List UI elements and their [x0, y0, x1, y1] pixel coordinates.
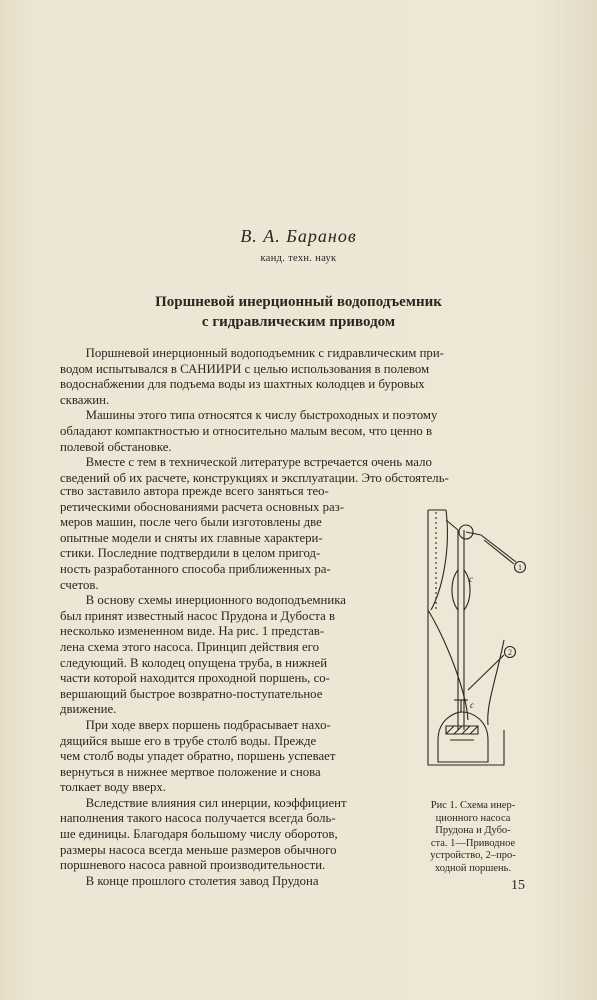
text-line: лена схема этого насоса. Принцип действия его [60, 639, 320, 654]
caption-line: ста. 1—Приводное [430, 837, 516, 849]
caption-line: Прудона и Дубо- [435, 825, 511, 837]
text-line: полевой обстановке. [60, 439, 172, 454]
caption-line: устройство, 2–про- [430, 850, 516, 862]
figure-marker-2: 2 [508, 648, 512, 657]
text-line: счетов. [60, 577, 99, 592]
text-line: ство заставило автора прежде всего заняться тео- [60, 484, 329, 498]
text-line: движение. [60, 702, 117, 717]
title-line-1: Поршневой инерционный водоподъемник [155, 294, 442, 310]
text-line: Вследствие влияния сил инерции, коэффициент [85, 795, 347, 810]
text-line: был принят известный насос Прудона и Дубоста в [60, 608, 336, 623]
text-line: размеры насоса всегда меньше размеров обычного [60, 842, 337, 857]
text-line: Машины этого типа относятся к числу быстроходных и поэтому [85, 408, 438, 423]
text-line: ше единицы. Благодаря большому числу оборотов, [60, 827, 338, 842]
text-line: В основу схемы инерционного водоподъемника [85, 593, 346, 608]
text-line: скважин. [60, 392, 110, 407]
text-line: Поршневой инерционный водоподъемник с гидравлическим при- [85, 346, 444, 360]
figure-caption [414, 800, 532, 876]
text-line: ретическими обоснованиями расчета основных раз- [60, 499, 345, 514]
text-line: вершающий быстрое возвратно-поступательное [60, 686, 323, 701]
text-line: чем столб воды упадет обратно, поршень успевает [60, 749, 336, 764]
caption-line: Рис 1. Схема инер- [430, 800, 516, 811]
text-line: ность разработанного способа приближенных ра- [60, 561, 331, 576]
caption-line: ходной поршень. [434, 862, 512, 874]
text-line: водоснабжении для подъема воды из шахтных колодцев и буровых [60, 377, 425, 392]
text-line: Вместе с тем в технической литературе встречается очень мало [85, 455, 432, 470]
title-line-2: с гидравлическим приводом [201, 314, 396, 330]
page-number: 15 [511, 878, 525, 893]
figure-marker-1: 1 [518, 563, 522, 572]
figure-label-c-lower: с [470, 700, 474, 710]
article-title [0, 292, 597, 332]
text-line: наполнения такого насоса получается всегда боль- [60, 811, 336, 826]
text-line: сведений об их расчете, конструкциях и эксплуатации. Это обстоятель- [60, 470, 449, 485]
text-line: стики. Последние подтвердили в целом пригод- [60, 546, 321, 561]
text-line: водом испытывался в САНИИРИ с целью использования в полевом [60, 361, 430, 376]
text-line: В конце прошлого столетия завод Прудона [85, 873, 319, 888]
text-line: опытные модели и сняты их главные характери- [60, 530, 323, 545]
body-text-narrow [60, 484, 388, 889]
author-name: В. А. Баранов [240, 226, 357, 246]
text-line: дящийся выше его в трубе столб воды. Прежде [60, 733, 317, 748]
text-line: поршневого насоса равной производительности. [60, 858, 326, 873]
text-line: части которой находится проходной поршень, со- [60, 671, 330, 686]
text-line: При ходе вверх поршень подбрасывает нахо- [85, 717, 331, 732]
text-line: толкает воду вверх. [60, 780, 166, 795]
text-line: вернуться в нижнее мертвое положение и снова [60, 764, 321, 779]
author-degree: канд. техн. наук [260, 253, 337, 264]
text-line: меров машин, после чего были изготовлены две [60, 515, 322, 530]
body-text-full [60, 346, 530, 486]
text-line: обладают компактностью и относительно малым весом, что ценно в [60, 423, 433, 438]
caption-line: ционного насоса [435, 812, 511, 824]
text-line: несколько измененном виде. На рис. 1 представ- [60, 624, 325, 639]
figure-label-c-upper: с [469, 574, 473, 584]
pump-schematic-figure [406, 490, 536, 790]
text-line: следующий. В колодец опущена труба, в нижней [60, 655, 328, 670]
